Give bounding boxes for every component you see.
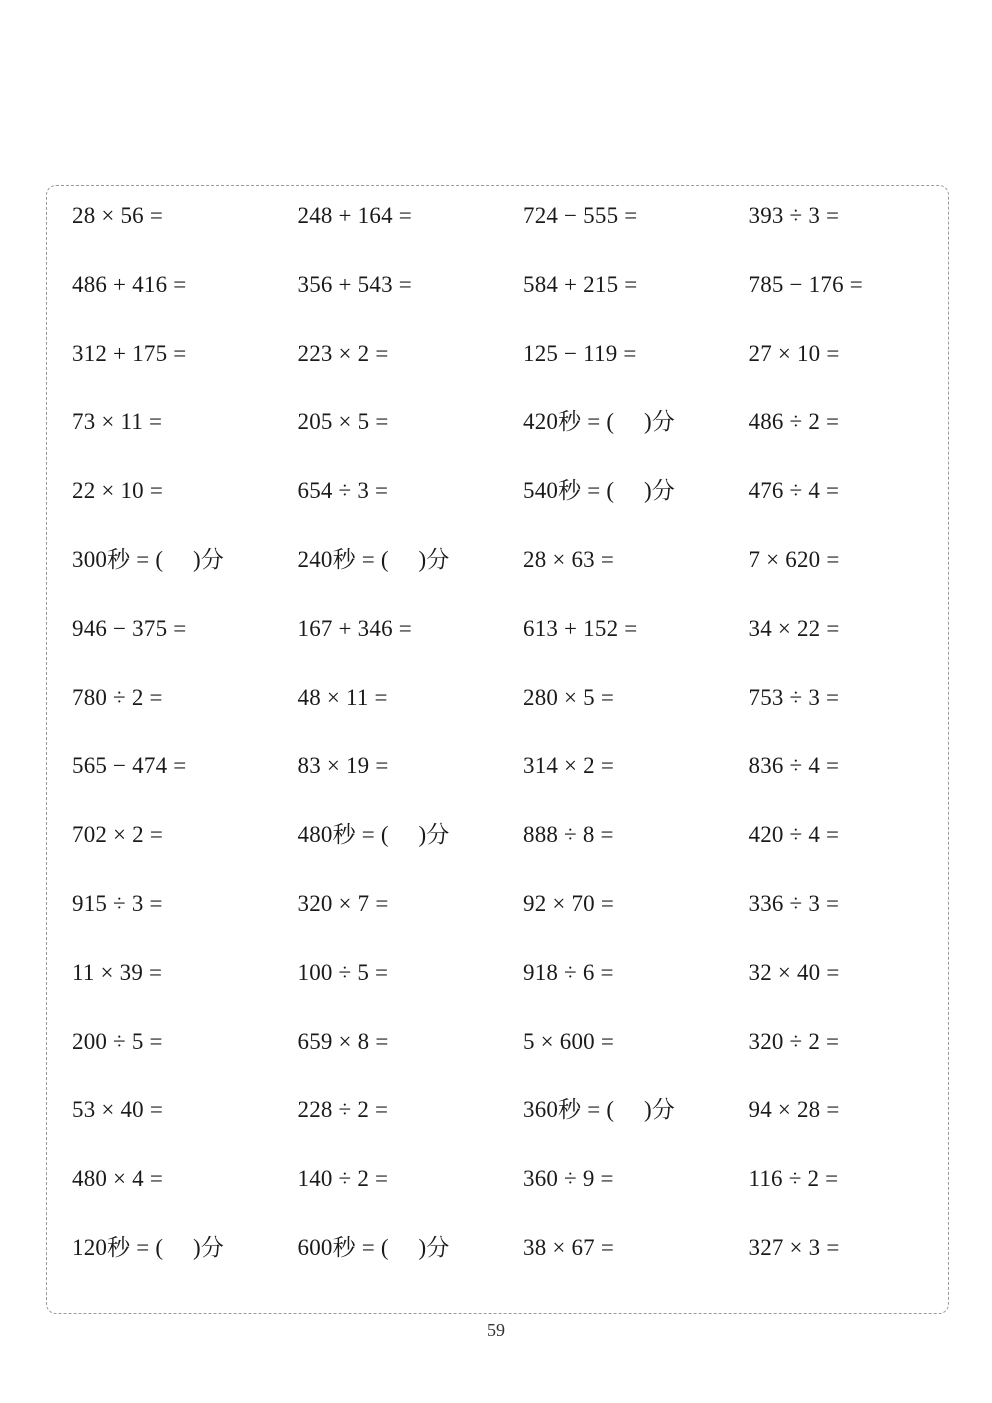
math-problem: 73 × 11 =	[72, 409, 163, 435]
math-problem: 915 ÷ 3 =	[72, 890, 163, 916]
math-problem: 116 ÷ 2 =	[748, 1166, 839, 1192]
math-problem: 420 ÷ 4 =	[748, 822, 840, 848]
math-problem: 5 × 600 =	[523, 1028, 614, 1054]
problem-grid	[72, 196, 972, 1297]
math-problem: 486 + 416 =	[72, 271, 187, 297]
math-problem: 476 ÷ 4 =	[748, 478, 840, 504]
math-problem: 946 − 375 =	[72, 615, 187, 641]
math-problem: 320 × 7 =	[297, 890, 389, 916]
math-problem: 125 − 119 =	[523, 340, 637, 366]
math-problem: 100 ÷ 5 =	[297, 959, 389, 985]
math-problem: 480秒 = ( )分	[297, 822, 450, 848]
math-problem: 918 ÷ 6 =	[523, 959, 614, 985]
math-problem: 32 × 40 =	[748, 959, 840, 985]
math-problem: 780 ÷ 2 =	[72, 684, 163, 710]
math-problem: 724 − 555 =	[523, 203, 638, 228]
math-problem: 34 × 22 =	[748, 615, 840, 641]
math-problem: 27 × 10 =	[748, 340, 840, 366]
math-problem: 753 ÷ 3 =	[748, 684, 840, 710]
math-problem: 200 ÷ 5 =	[72, 1028, 163, 1054]
math-problem: 94 × 28 =	[748, 1097, 840, 1123]
math-problem: 888 ÷ 8 =	[523, 822, 614, 848]
math-problem: 7 × 620 =	[748, 546, 840, 572]
math-problem: 320 ÷ 2 =	[748, 1028, 840, 1054]
math-problem: 785 − 176 =	[748, 271, 863, 297]
math-problem: 140 ÷ 2 =	[297, 1166, 389, 1192]
math-problem: 11 × 39 =	[72, 959, 163, 985]
math-problem: 393 ÷ 3 =	[748, 203, 840, 228]
math-problem: 228 ÷ 2 =	[297, 1097, 389, 1123]
math-problem: 120秒 = ( )分	[72, 1234, 225, 1260]
math-problem: 540秒 = ( )分	[523, 478, 676, 504]
math-problem: 48 × 11 =	[297, 684, 388, 710]
math-problem: 360 ÷ 9 =	[523, 1166, 614, 1192]
math-problem: 248 + 164 =	[297, 203, 412, 228]
math-problem: 336 ÷ 3 =	[748, 890, 840, 916]
math-problem: 312 + 175 =	[72, 340, 187, 366]
math-problem: 314 × 2 =	[523, 753, 614, 779]
math-problem: 486 ÷ 2 =	[748, 409, 840, 435]
math-problem: 836 ÷ 4 =	[748, 753, 840, 779]
math-problem: 92 × 70 =	[523, 890, 614, 916]
math-problem: 356 + 543 =	[297, 271, 412, 297]
page-number: 59	[487, 1320, 505, 1340]
math-problem: 205 × 5 =	[297, 409, 389, 435]
math-problem: 22 × 10 =	[72, 478, 163, 504]
math-problem: 565 − 474 =	[72, 753, 187, 779]
math-problem: 327 × 3 =	[748, 1234, 840, 1260]
math-problem: 83 × 19 =	[297, 753, 389, 779]
math-problem: 600秒 = ( )分	[297, 1234, 450, 1260]
math-problem: 584 + 215 =	[523, 271, 638, 297]
math-problem: 38 × 67 =	[523, 1234, 614, 1260]
math-problem: 613 + 152 =	[523, 615, 638, 641]
math-problem: 167 + 346 =	[297, 615, 412, 641]
math-problem: 659 × 8 =	[297, 1028, 389, 1054]
math-problem: 654 ÷ 3 =	[297, 478, 389, 504]
math-problem: 702 × 2 =	[72, 822, 163, 848]
math-problem: 480 × 4 =	[72, 1166, 163, 1192]
math-problem: 300秒 = ( )分	[72, 546, 225, 572]
math-problem: 420秒 = ( )分	[523, 409, 676, 435]
math-problem: 28 × 56 =	[72, 203, 163, 228]
math-problem: 240秒 = ( )分	[297, 546, 450, 572]
math-problem: 360秒 = ( )分	[523, 1097, 676, 1123]
math-problem: 223 × 2 =	[297, 340, 389, 366]
math-problem: 53 × 40 =	[72, 1097, 163, 1123]
math-problem: 28 × 63 =	[523, 546, 614, 572]
math-problem: 280 × 5 =	[523, 684, 614, 710]
